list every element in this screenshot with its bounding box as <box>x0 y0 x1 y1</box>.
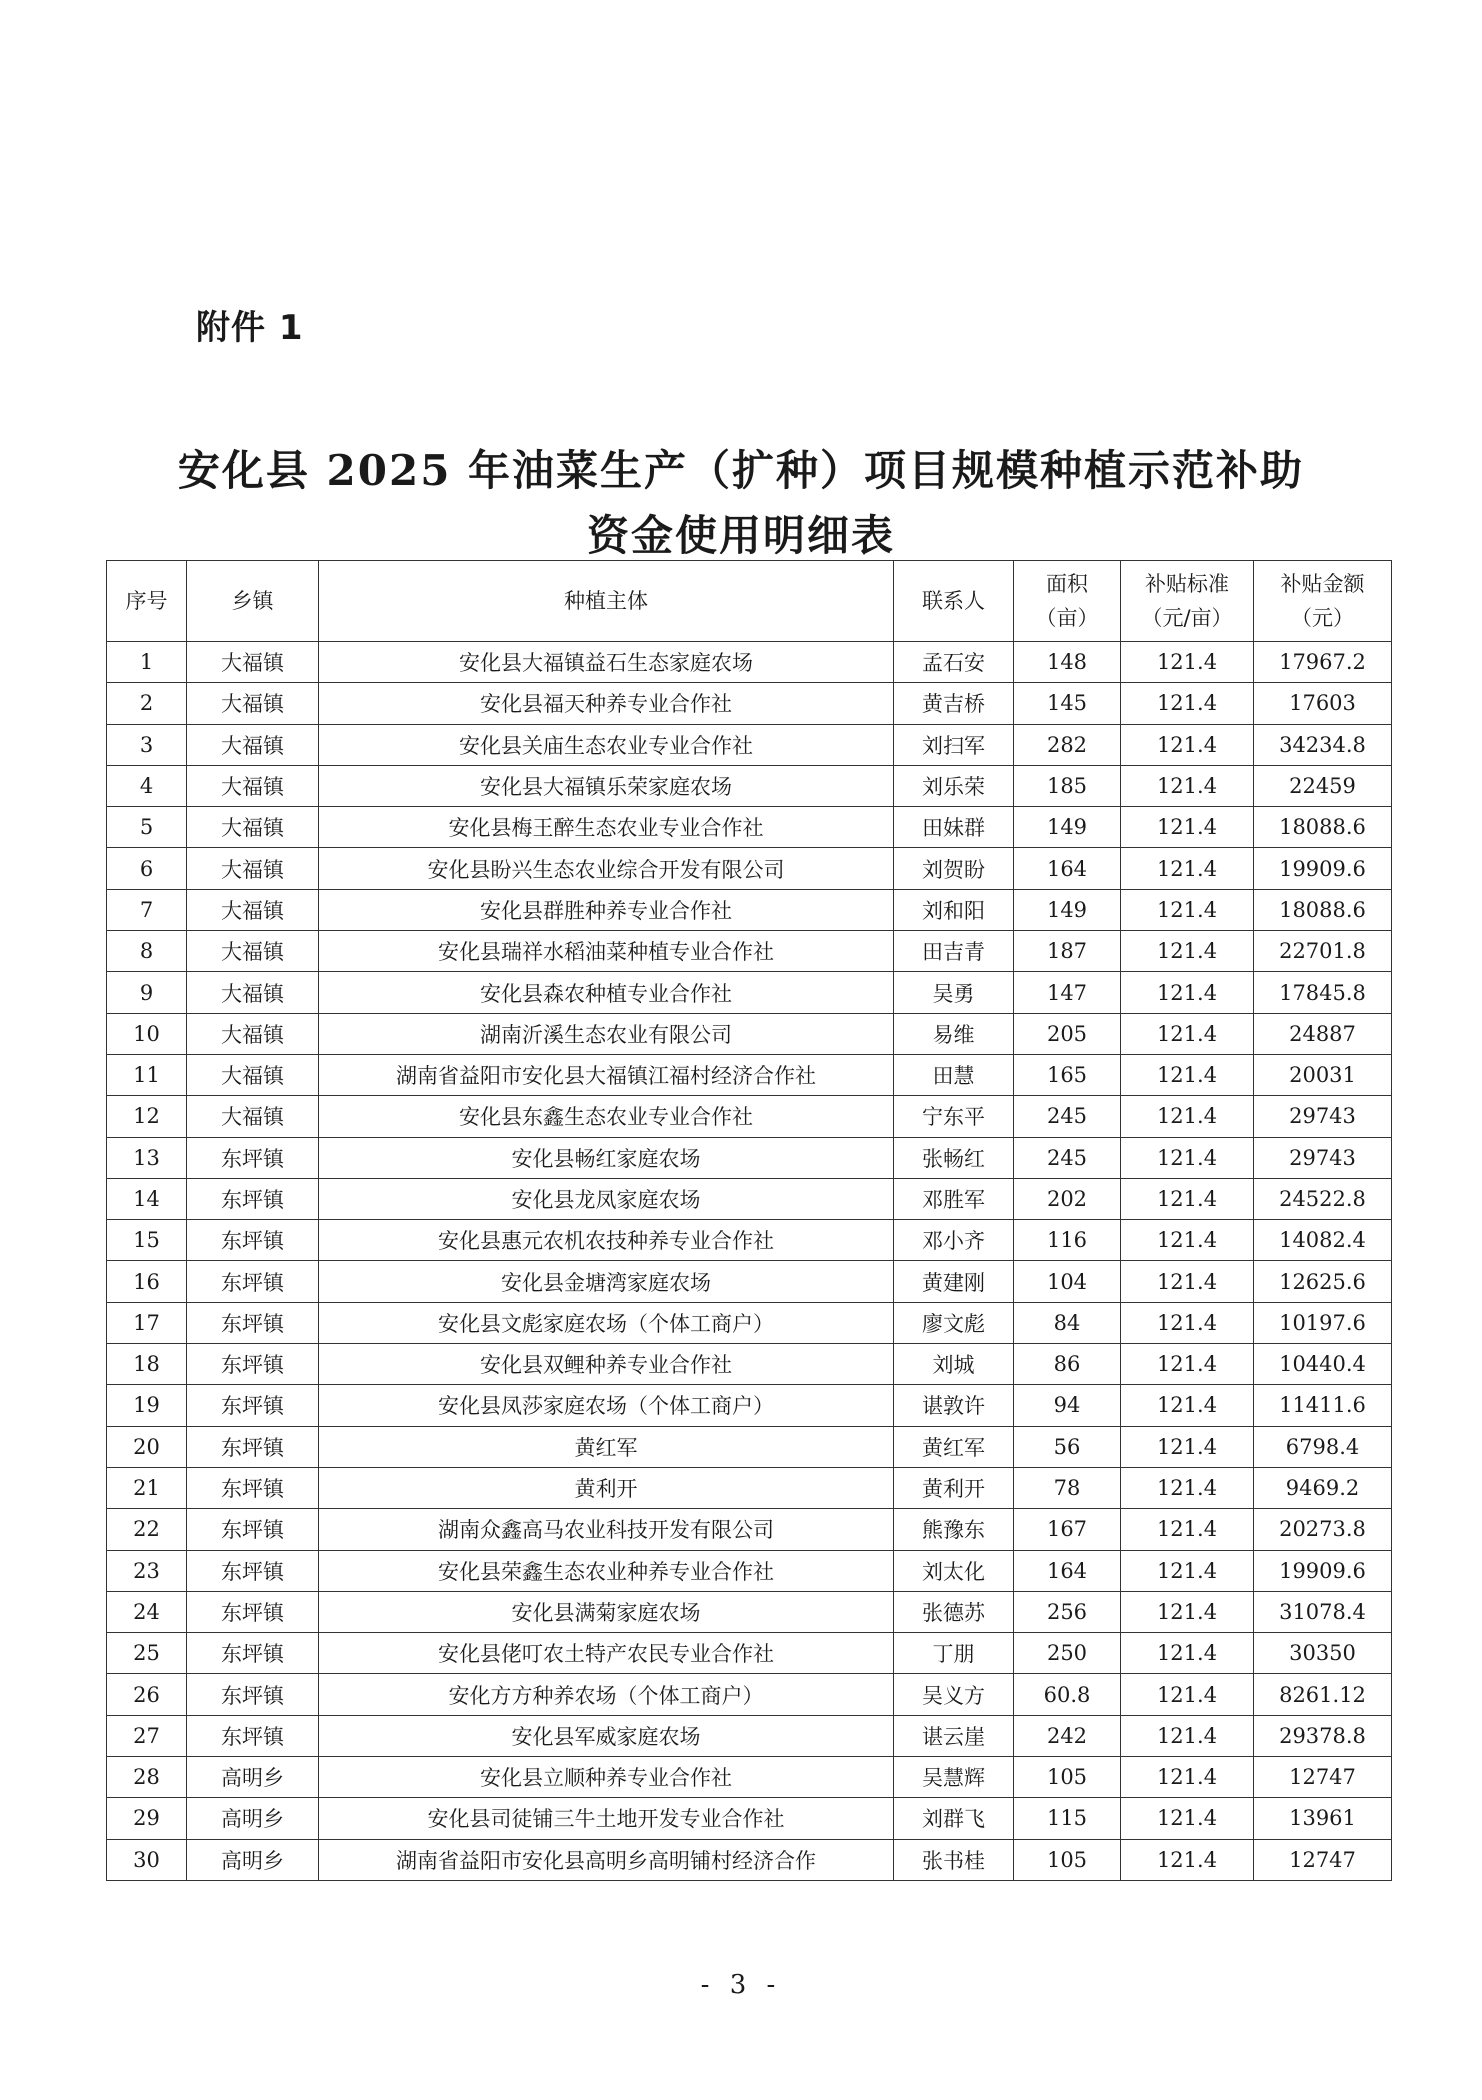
cell-standard: 121.4 <box>1121 972 1254 1013</box>
cell-amount: 18088.6 <box>1254 807 1392 848</box>
header-amount-line1: 补贴金额 <box>1280 572 1365 596</box>
table-row <box>107 683 1392 724</box>
cell-entity: 安化县凤莎家庭农场（个体工商户） <box>319 1385 894 1426</box>
cell-town: 东坪镇 <box>187 1426 319 1467</box>
header-standard-line1: 补贴标准 <box>1145 572 1229 596</box>
table-row <box>107 1591 1392 1632</box>
cell-town: 东坪镇 <box>187 1633 319 1674</box>
cell-amount: 18088.6 <box>1254 889 1392 930</box>
header-amount <box>1254 561 1392 642</box>
cell-standard: 121.4 <box>1121 1096 1254 1137</box>
cell-entity: 安化县群胜种养专业合作社 <box>319 889 894 930</box>
table-row <box>107 1220 1392 1261</box>
cell-seq: 10 <box>107 1013 187 1054</box>
table-row <box>107 1426 1392 1467</box>
cell-contact: 刘群飞 <box>894 1798 1014 1839</box>
cell-seq: 11 <box>107 1054 187 1095</box>
cell-town: 大福镇 <box>187 848 319 889</box>
cell-area: 56 <box>1014 1426 1121 1467</box>
table-row <box>107 1839 1392 1880</box>
table-row <box>107 1798 1392 1839</box>
cell-entity: 安化方方种养农场（个体工商户） <box>319 1674 894 1715</box>
cell-entity: 安化县大福镇乐荣家庭农场 <box>319 765 894 806</box>
cell-area: 94 <box>1014 1385 1121 1426</box>
cell-entity: 安化县荣鑫生态农业种养专业合作社 <box>319 1550 894 1591</box>
table-row <box>107 1550 1392 1591</box>
header-area-line2: （亩） <box>1035 606 1099 630</box>
cell-amount: 19909.6 <box>1254 1550 1392 1591</box>
cell-seq: 15 <box>107 1220 187 1261</box>
cell-seq: 1 <box>107 642 187 683</box>
cell-area: 245 <box>1014 1096 1121 1137</box>
cell-town: 大福镇 <box>187 1096 319 1137</box>
cell-amount: 24887 <box>1254 1013 1392 1054</box>
cell-contact: 张畅红 <box>894 1137 1014 1178</box>
cell-area: 167 <box>1014 1509 1121 1550</box>
table-row <box>107 931 1392 972</box>
cell-amount: 12625.6 <box>1254 1261 1392 1302</box>
cell-standard: 121.4 <box>1121 1591 1254 1632</box>
cell-standard: 121.4 <box>1121 1715 1254 1756</box>
cell-entity: 安化县金塘湾家庭农场 <box>319 1261 894 1302</box>
table-row <box>107 889 1392 930</box>
cell-contact: 邓小齐 <box>894 1220 1014 1261</box>
cell-contact: 田吉青 <box>894 931 1014 972</box>
subsidy-detail-table <box>106 560 1392 1881</box>
cell-standard: 121.4 <box>1121 807 1254 848</box>
cell-contact: 刘和阳 <box>894 889 1014 930</box>
table-row <box>107 1302 1392 1343</box>
cell-town: 大福镇 <box>187 807 319 848</box>
cell-standard: 121.4 <box>1121 1220 1254 1261</box>
header-area-line1: 面积 <box>1046 572 1088 596</box>
cell-contact: 刘乐荣 <box>894 765 1014 806</box>
cell-contact: 张书桂 <box>894 1839 1014 1880</box>
cell-amount: 29743 <box>1254 1137 1392 1178</box>
cell-town: 东坪镇 <box>187 1137 319 1178</box>
cell-contact: 易维 <box>894 1013 1014 1054</box>
cell-amount: 20031 <box>1254 1054 1392 1095</box>
table-row <box>107 1096 1392 1137</box>
cell-seq: 14 <box>107 1178 187 1219</box>
table-row <box>107 1467 1392 1508</box>
document-title-line2: 资金使用明细表 <box>586 511 895 560</box>
cell-standard: 121.4 <box>1121 1757 1254 1798</box>
cell-area: 148 <box>1014 642 1121 683</box>
cell-area: 164 <box>1014 848 1121 889</box>
cell-amount: 17967.2 <box>1254 642 1392 683</box>
cell-town: 东坪镇 <box>187 1467 319 1508</box>
cell-entity: 安化县满菊家庭农场 <box>319 1591 894 1632</box>
cell-area: 242 <box>1014 1715 1121 1756</box>
cell-amount: 6798.4 <box>1254 1426 1392 1467</box>
cell-seq: 7 <box>107 889 187 930</box>
cell-standard: 121.4 <box>1121 1674 1254 1715</box>
header-area <box>1014 561 1121 642</box>
cell-contact: 丁朋 <box>894 1633 1014 1674</box>
cell-area: 165 <box>1014 1054 1121 1095</box>
cell-amount: 10197.6 <box>1254 1302 1392 1343</box>
cell-entity: 安化县司徒铺三牛土地开发专业合作社 <box>319 1798 894 1839</box>
cell-standard: 121.4 <box>1121 1178 1254 1219</box>
cell-contact: 黄利开 <box>894 1467 1014 1508</box>
cell-standard: 121.4 <box>1121 765 1254 806</box>
cell-seq: 24 <box>107 1591 187 1632</box>
cell-standard: 121.4 <box>1121 1137 1254 1178</box>
document-title-line1: 安化县 2025 年油菜生产（扩种）项目规模种植示范补助 <box>177 446 1305 495</box>
table-row <box>107 1054 1392 1095</box>
cell-contact: 熊豫东 <box>894 1509 1014 1550</box>
cell-contact: 廖文彪 <box>894 1302 1014 1343</box>
cell-amount: 9469.2 <box>1254 1467 1392 1508</box>
cell-seq: 16 <box>107 1261 187 1302</box>
table-row <box>107 642 1392 683</box>
table-row <box>107 1344 1392 1385</box>
cell-entity: 安化县佬叮农土特产农民专业合作社 <box>319 1633 894 1674</box>
cell-area: 147 <box>1014 972 1121 1013</box>
cell-amount: 22459 <box>1254 765 1392 806</box>
page-number: - 3 - <box>700 1970 782 2000</box>
cell-seq: 13 <box>107 1137 187 1178</box>
cell-town: 东坪镇 <box>187 1302 319 1343</box>
cell-entity: 黄利开 <box>319 1467 894 1508</box>
cell-town: 东坪镇 <box>187 1550 319 1591</box>
cell-area: 105 <box>1014 1757 1121 1798</box>
cell-entity: 安化县龙凤家庭农场 <box>319 1178 894 1219</box>
cell-town: 东坪镇 <box>187 1509 319 1550</box>
cell-amount: 17845.8 <box>1254 972 1392 1013</box>
cell-contact: 刘太化 <box>894 1550 1014 1591</box>
cell-town: 东坪镇 <box>187 1385 319 1426</box>
cell-contact: 刘贺盼 <box>894 848 1014 889</box>
cell-area: 105 <box>1014 1839 1121 1880</box>
cell-area: 245 <box>1014 1137 1121 1178</box>
cell-area: 84 <box>1014 1302 1121 1343</box>
cell-seq: 9 <box>107 972 187 1013</box>
cell-entity: 安化县立顺种养专业合作社 <box>319 1757 894 1798</box>
cell-contact: 吴勇 <box>894 972 1014 1013</box>
cell-town: 大福镇 <box>187 889 319 930</box>
cell-contact: 黄建刚 <box>894 1261 1014 1302</box>
cell-contact: 田慧 <box>894 1054 1014 1095</box>
cell-contact: 吴义方 <box>894 1674 1014 1715</box>
cell-entity: 安化县东鑫生态农业专业合作社 <box>319 1096 894 1137</box>
cell-area: 185 <box>1014 765 1121 806</box>
cell-seq: 5 <box>107 807 187 848</box>
cell-amount: 29743 <box>1254 1096 1392 1137</box>
cell-area: 145 <box>1014 683 1121 724</box>
header-contact: 联系人 <box>894 561 1014 642</box>
cell-entity: 安化县军威家庭农场 <box>319 1715 894 1756</box>
cell-contact: 邓胜军 <box>894 1178 1014 1219</box>
cell-town: 东坪镇 <box>187 1344 319 1385</box>
cell-area: 86 <box>1014 1344 1121 1385</box>
cell-amount: 20273.8 <box>1254 1509 1392 1550</box>
cell-contact: 谌云崖 <box>894 1715 1014 1756</box>
cell-standard: 121.4 <box>1121 1302 1254 1343</box>
cell-seq: 3 <box>107 724 187 765</box>
attachment-label: 附件 1 <box>196 308 304 348</box>
cell-amount: 8261.12 <box>1254 1674 1392 1715</box>
cell-entity: 安化县瑞祥水稻油菜种植专业合作社 <box>319 931 894 972</box>
cell-area: 282 <box>1014 724 1121 765</box>
cell-standard: 121.4 <box>1121 1839 1254 1880</box>
cell-area: 115 <box>1014 1798 1121 1839</box>
header-standard <box>1121 561 1254 642</box>
cell-standard: 121.4 <box>1121 1467 1254 1508</box>
cell-contact: 黄吉桥 <box>894 683 1014 724</box>
cell-seq: 6 <box>107 848 187 889</box>
cell-entity: 安化县大福镇益石生态家庭农场 <box>319 642 894 683</box>
cell-contact: 田妹群 <box>894 807 1014 848</box>
cell-standard: 121.4 <box>1121 683 1254 724</box>
table-row <box>107 1013 1392 1054</box>
cell-seq: 25 <box>107 1633 187 1674</box>
cell-entity: 安化县文彪家庭农场（个体工商户） <box>319 1302 894 1343</box>
cell-entity: 湖南沂溪生态农业有限公司 <box>319 1013 894 1054</box>
cell-town: 高明乡 <box>187 1798 319 1839</box>
cell-seq: 30 <box>107 1839 187 1880</box>
cell-entity: 安化县关庙生态农业专业合作社 <box>319 724 894 765</box>
table-header <box>107 561 1392 642</box>
cell-entity: 安化县双鲤种养专业合作社 <box>319 1344 894 1385</box>
cell-seq: 26 <box>107 1674 187 1715</box>
cell-amount: 12747 <box>1254 1839 1392 1880</box>
cell-amount: 24522.8 <box>1254 1178 1392 1219</box>
table-row <box>107 1509 1392 1550</box>
cell-entity: 湖南省益阳市安化县高明乡高明铺村经济合作 <box>319 1839 894 1880</box>
cell-standard: 121.4 <box>1121 1550 1254 1591</box>
cell-entity: 安化县梅王醉生态农业专业合作社 <box>319 807 894 848</box>
cell-contact: 黄红军 <box>894 1426 1014 1467</box>
cell-area: 164 <box>1014 1550 1121 1591</box>
table-row <box>107 972 1392 1013</box>
cell-area: 256 <box>1014 1591 1121 1632</box>
cell-amount: 34234.8 <box>1254 724 1392 765</box>
cell-town: 东坪镇 <box>187 1674 319 1715</box>
cell-contact: 刘扫军 <box>894 724 1014 765</box>
cell-seq: 2 <box>107 683 187 724</box>
cell-town: 大福镇 <box>187 683 319 724</box>
cell-seq: 8 <box>107 931 187 972</box>
cell-seq: 19 <box>107 1385 187 1426</box>
table-row <box>107 807 1392 848</box>
cell-contact: 谌敦许 <box>894 1385 1014 1426</box>
cell-town: 大福镇 <box>187 931 319 972</box>
cell-contact: 宁东平 <box>894 1096 1014 1137</box>
cell-seq: 12 <box>107 1096 187 1137</box>
header-entity: 种植主体 <box>319 561 894 642</box>
cell-area: 78 <box>1014 1467 1121 1508</box>
cell-standard: 121.4 <box>1121 1385 1254 1426</box>
cell-contact: 张德苏 <box>894 1591 1014 1632</box>
cell-seq: 21 <box>107 1467 187 1508</box>
header-standard-line2: （元/亩） <box>1141 606 1233 630</box>
cell-town: 大福镇 <box>187 765 319 806</box>
cell-amount: 11411.6 <box>1254 1385 1392 1426</box>
header-seq: 序号 <box>107 561 187 642</box>
cell-contact: 孟石安 <box>894 642 1014 683</box>
cell-town: 高明乡 <box>187 1839 319 1880</box>
cell-seq: 27 <box>107 1715 187 1756</box>
cell-standard: 121.4 <box>1121 1054 1254 1095</box>
cell-town: 大福镇 <box>187 1013 319 1054</box>
table-row <box>107 1633 1392 1674</box>
cell-town: 大福镇 <box>187 1054 319 1095</box>
cell-entity: 湖南众鑫高马农业科技开发有限公司 <box>319 1509 894 1550</box>
cell-amount: 31078.4 <box>1254 1591 1392 1632</box>
table-row <box>107 1715 1392 1756</box>
header-amount-line2: （元） <box>1291 606 1354 630</box>
cell-town: 大福镇 <box>187 724 319 765</box>
table-row <box>107 1137 1392 1178</box>
cell-town: 大福镇 <box>187 642 319 683</box>
cell-area: 149 <box>1014 889 1121 930</box>
table-body <box>107 642 1392 1881</box>
header-row <box>107 561 1392 642</box>
cell-standard: 121.4 <box>1121 724 1254 765</box>
cell-town: 东坪镇 <box>187 1220 319 1261</box>
cell-seq: 18 <box>107 1344 187 1385</box>
cell-standard: 121.4 <box>1121 642 1254 683</box>
cell-amount: 10440.4 <box>1254 1344 1392 1385</box>
cell-standard: 121.4 <box>1121 1426 1254 1467</box>
cell-seq: 22 <box>107 1509 187 1550</box>
cell-standard: 121.4 <box>1121 889 1254 930</box>
cell-town: 东坪镇 <box>187 1715 319 1756</box>
table-row <box>107 1674 1392 1715</box>
cell-standard: 121.4 <box>1121 1509 1254 1550</box>
cell-amount: 19909.6 <box>1254 848 1392 889</box>
cell-entity: 湖南省益阳市安化县大福镇江福村经济合作社 <box>319 1054 894 1095</box>
cell-seq: 29 <box>107 1798 187 1839</box>
cell-entity: 安化县盼兴生态农业综合开发有限公司 <box>319 848 894 889</box>
cell-town: 大福镇 <box>187 972 319 1013</box>
cell-seq: 28 <box>107 1757 187 1798</box>
cell-seq: 20 <box>107 1426 187 1467</box>
cell-town: 高明乡 <box>187 1757 319 1798</box>
cell-standard: 121.4 <box>1121 1798 1254 1839</box>
table-row <box>107 724 1392 765</box>
cell-area: 205 <box>1014 1013 1121 1054</box>
cell-town: 东坪镇 <box>187 1178 319 1219</box>
cell-entity: 安化县森农种植专业合作社 <box>319 972 894 1013</box>
cell-entity: 安化县福天种养专业合作社 <box>319 683 894 724</box>
table-row <box>107 848 1392 889</box>
cell-standard: 121.4 <box>1121 1261 1254 1302</box>
cell-amount: 29378.8 <box>1254 1715 1392 1756</box>
cell-contact: 刘城 <box>894 1344 1014 1385</box>
cell-standard: 121.4 <box>1121 1013 1254 1054</box>
cell-amount: 12747 <box>1254 1757 1392 1798</box>
cell-entity: 安化县畅红家庭农场 <box>319 1137 894 1178</box>
cell-area: 104 <box>1014 1261 1121 1302</box>
cell-entity: 黄红军 <box>319 1426 894 1467</box>
table-row <box>107 1178 1392 1219</box>
table-row <box>107 1757 1392 1798</box>
cell-amount: 17603 <box>1254 683 1392 724</box>
cell-contact: 吴慧辉 <box>894 1757 1014 1798</box>
cell-area: 149 <box>1014 807 1121 848</box>
cell-area: 202 <box>1014 1178 1121 1219</box>
cell-town: 东坪镇 <box>187 1261 319 1302</box>
cell-standard: 121.4 <box>1121 848 1254 889</box>
cell-area: 60.8 <box>1014 1674 1121 1715</box>
cell-amount: 14082.4 <box>1254 1220 1392 1261</box>
table-row <box>107 765 1392 806</box>
cell-entity: 安化县惠元农机农技种养专业合作社 <box>319 1220 894 1261</box>
cell-area: 187 <box>1014 931 1121 972</box>
cell-standard: 121.4 <box>1121 1344 1254 1385</box>
cell-amount: 13961 <box>1254 1798 1392 1839</box>
cell-seq: 4 <box>107 765 187 806</box>
cell-area: 250 <box>1014 1633 1121 1674</box>
cell-standard: 121.4 <box>1121 931 1254 972</box>
cell-seq: 17 <box>107 1302 187 1343</box>
cell-amount: 22701.8 <box>1254 931 1392 972</box>
cell-area: 116 <box>1014 1220 1121 1261</box>
header-town: 乡镇 <box>187 561 319 642</box>
cell-seq: 23 <box>107 1550 187 1591</box>
cell-standard: 121.4 <box>1121 1633 1254 1674</box>
cell-amount: 30350 <box>1254 1633 1392 1674</box>
table-row <box>107 1261 1392 1302</box>
table-row <box>107 1385 1392 1426</box>
cell-town: 东坪镇 <box>187 1591 319 1632</box>
